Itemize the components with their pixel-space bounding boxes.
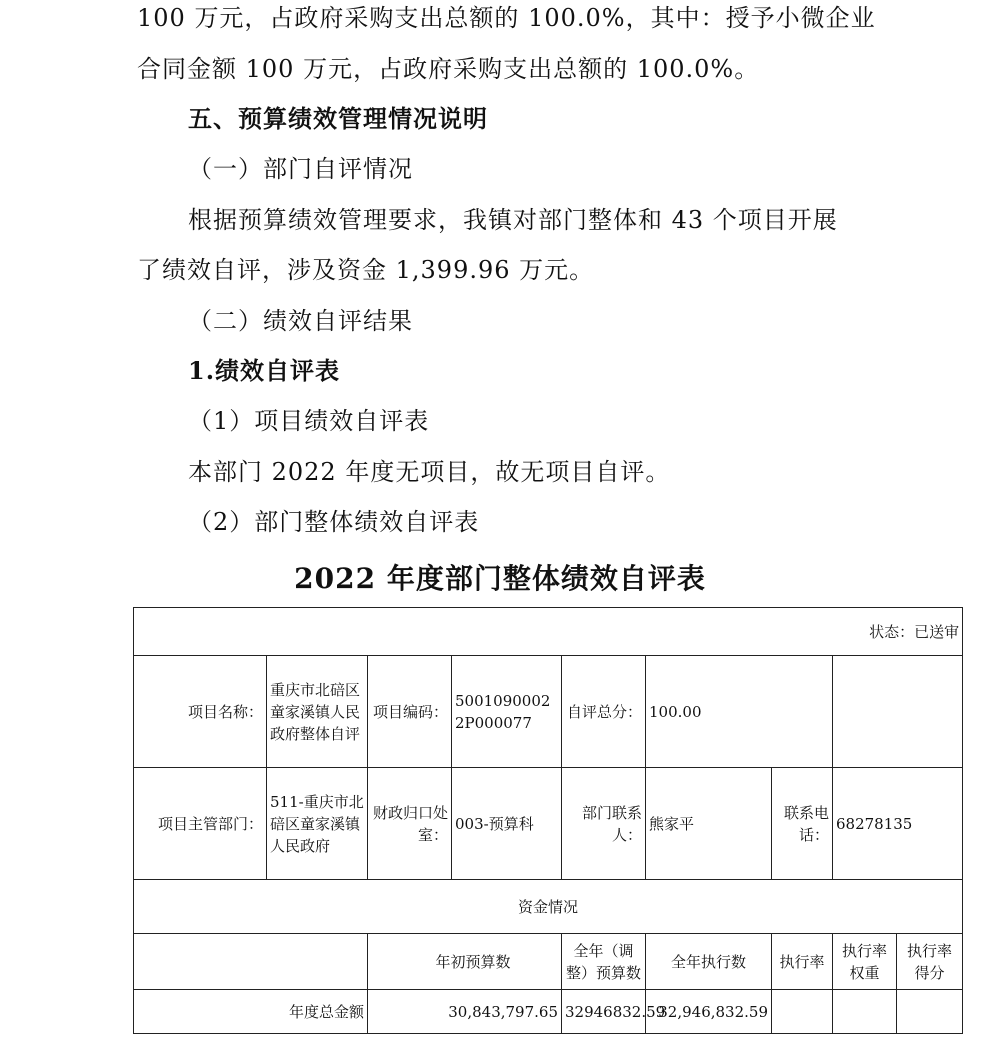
table-row (134, 768, 963, 880)
col-rate-weight: 执行率权重 (833, 934, 897, 990)
row-total-budget-start: 30,843,797.65 (368, 990, 562, 1034)
dept-value: 511-重庆市北碚区童家溪镇人民政府 (267, 768, 368, 880)
finance-office-label: 财政归口处室： (368, 768, 452, 880)
table-row (134, 990, 963, 1034)
empty-cell (833, 990, 897, 1034)
phone-label: 联系电话： (772, 768, 833, 880)
paragraph-line-1: 100 万元，占政府采购支出总额的 100.0%，其中：授予小微企业 (137, 4, 876, 32)
paragraph-line-3: 根据预算绩效管理要求，我镇对部门整体和 43 个项目开展 (188, 206, 838, 234)
self-score-label: 自评总分： (562, 656, 646, 768)
col-rate: 执行率 (772, 934, 833, 990)
project-code-value: 50010900022P000077 (452, 656, 562, 768)
empty-cell (134, 934, 368, 990)
table-row (134, 880, 963, 934)
col-budget-start: 年初预算数 (368, 934, 562, 990)
col-rate-score: 执行率得分 (897, 934, 963, 990)
col-budget-adjusted: 全年（调整）预算数 (562, 934, 646, 990)
subheading-3: 1.绩效自评表 (188, 356, 341, 385)
funds-header: 资金情况 (134, 880, 963, 934)
empty-cell (772, 990, 833, 1034)
table-row (134, 934, 963, 990)
row-total-executed: 32,946,832.59 (646, 990, 772, 1034)
subheading-1: （一）部门自评情况 (188, 155, 413, 183)
project-name-value: 重庆市北碚区童家溪镇人民政府整体自评 (267, 656, 368, 768)
project-code-label: 项目编码： (368, 656, 452, 768)
self-score-value: 100.00 (646, 656, 833, 768)
paragraph-line-5: 本部门 2022 年度无项目，故无项目自评。 (188, 458, 671, 486)
table-title: 2022 年度部门整体绩效自评表 (294, 562, 706, 595)
subheading-4: （1）项目绩效自评表 (188, 407, 430, 435)
empty-cell (833, 656, 963, 768)
paragraph-line-4: 了绩效自评，涉及资金 1,399.96 万元。 (137, 256, 595, 284)
dept-label: 项目主管部门： (134, 768, 267, 880)
table-row (134, 656, 963, 768)
status-cell: 状态：已送审 (134, 608, 963, 656)
finance-office-value: 003-预算科 (452, 768, 562, 880)
performance-table (133, 607, 963, 1034)
empty-cell (897, 990, 963, 1034)
contact-label: 部门联系人： (562, 768, 646, 880)
contact-value: 熊家平 (646, 768, 772, 880)
row-total-label: 年度总金额 (134, 990, 368, 1034)
subheading-5: （2）部门整体绩效自评表 (188, 508, 480, 536)
subheading-2: （二）绩效自评结果 (188, 307, 413, 335)
project-name-label: 项目名称： (134, 656, 267, 768)
paragraph-line-2: 合同金额 100 万元，占政府采购支出总额的 100.0%。 (137, 55, 760, 83)
table-row (134, 608, 963, 656)
col-executed: 全年执行数 (646, 934, 772, 990)
phone-value: 68278135 (833, 768, 963, 880)
section-heading-5: 五、预算绩效管理情况说明 (188, 104, 488, 133)
row-total-budget-adjusted: 32946832.59 (562, 990, 646, 1034)
